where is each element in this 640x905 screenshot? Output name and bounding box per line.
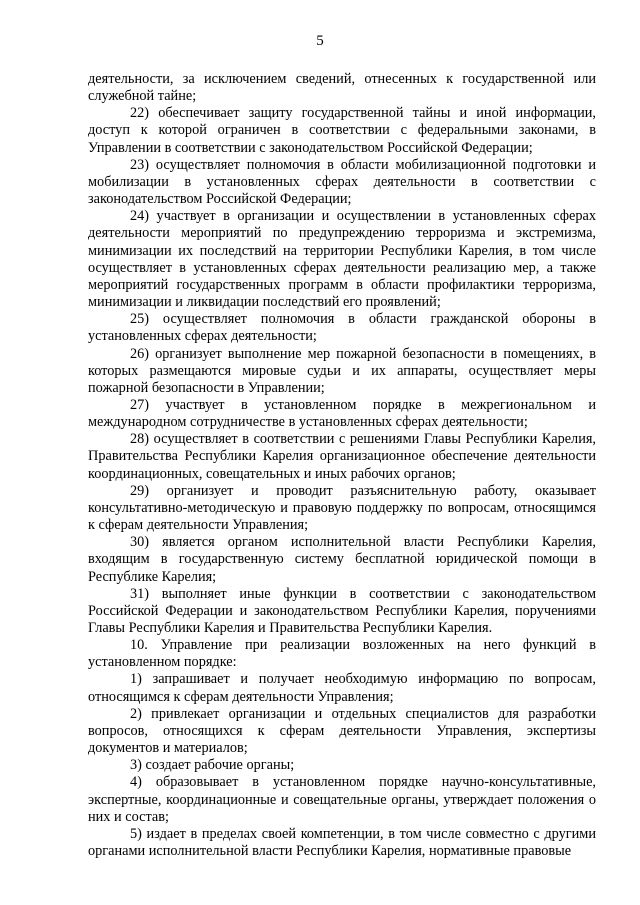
paragraph-item-23: 23) осуществляет полномочия в области мобилизационной подготовки и мобилизации в установленных сферах деятельности в соответствии с законодательством Российской Федерации;: [88, 156, 596, 208]
paragraph-continued: деятельности, за исключением сведений, отнесенных к государственной или служебной тайне;: [88, 71, 596, 105]
page-number: 5: [316, 33, 324, 49]
paragraph-item-24: 24) участвует в организации и осуществлении в установленных сферах деятельности мероприятий по предупреждению терроризма и экстремизма, минимизации их последствий на территории Республики Карелия, в том числе осуществляет в установленных сферах деятельности реализацию мер, а также мероприятий государственных программ в области профилактики терроризма, минимизации и ликвидации последствий его проявлений;: [88, 208, 596, 311]
document-body: [88, 71, 596, 860]
paragraph-subitem-3: 3) создает рабочие органы;: [130, 757, 295, 774]
paragraph-item-26: 26) организует выполнение мер пожарной безопасности в помещениях, в которых размещаются мировые судьи и их аппараты, осуществляет меры пожарной безопасности в Управлении;: [88, 345, 596, 396]
paragraph-item-31: 31) выполняет иные функции в соответствии с законодательством Российской Федерации и законодательством Республики Карелия, поручениями Главы Республики Карелия и Правительства Республики Карелия.: [88, 585, 596, 636]
paragraph-item-25: 25) осуществляет полномочия в области гражданской обороны в установленных сферах деятельности;: [88, 311, 596, 345]
paragraph-subitem-1: 1) запрашивает и получает необходимую информацию по вопросам, относящимся к сферам деятельности Управления;: [88, 671, 596, 705]
paragraph-section-10: 10. Управление при реализации возложенных на него функций в установленном порядке:: [88, 637, 596, 671]
paragraph-item-28: 28) осуществляет в соответствии с решениями Главы Республики Карелия, Правительства Республики Карелия организационное обеспечение деятельности координационных, совещательных и иных рабочих органов;: [88, 431, 596, 482]
paragraph-subitem-5: 5) издает в пределах своей компетенции, в том числе совместно с другими органами исполнительной власти Республики Карелия, нормативные правовые: [88, 825, 596, 860]
paragraph-item-29: 29) организует и проводит разъяснительную работу, оказывает консультативно-методическую и правовую поддержку по вопросам, относящимся к сферам деятельности Управления;: [88, 482, 596, 534]
paragraph-subitem-2: 2) привлекает организации и отдельных специалистов для разработки вопросов, относящихся к сферам деятельности Управления, экспертизы документов и материалов;: [88, 705, 596, 757]
paragraph-item-22: 22) обеспечивает защиту государственной тайны и иной информации, доступ к которой ограничен в соответствии с федеральными законами, в Управлении в соответствии с законодательством Российской Федерации;: [88, 105, 596, 156]
paragraph-item-27: 27) участвует в установленном порядке в межрегиональном и международном сотрудничестве в установленных сферах деятельности;: [88, 396, 596, 431]
paragraph-item-30: 30) является органом исполнительной власти Республики Карелия, входящим в государственную систему бесплатной юридической помощи в Республике Карелия;: [88, 534, 596, 585]
paragraph-subitem-4: 4) образовывает в установленном порядке научно-консультативные, экспертные, координационные и совещательные органы, утверждает положения о них и состав;: [88, 774, 596, 825]
